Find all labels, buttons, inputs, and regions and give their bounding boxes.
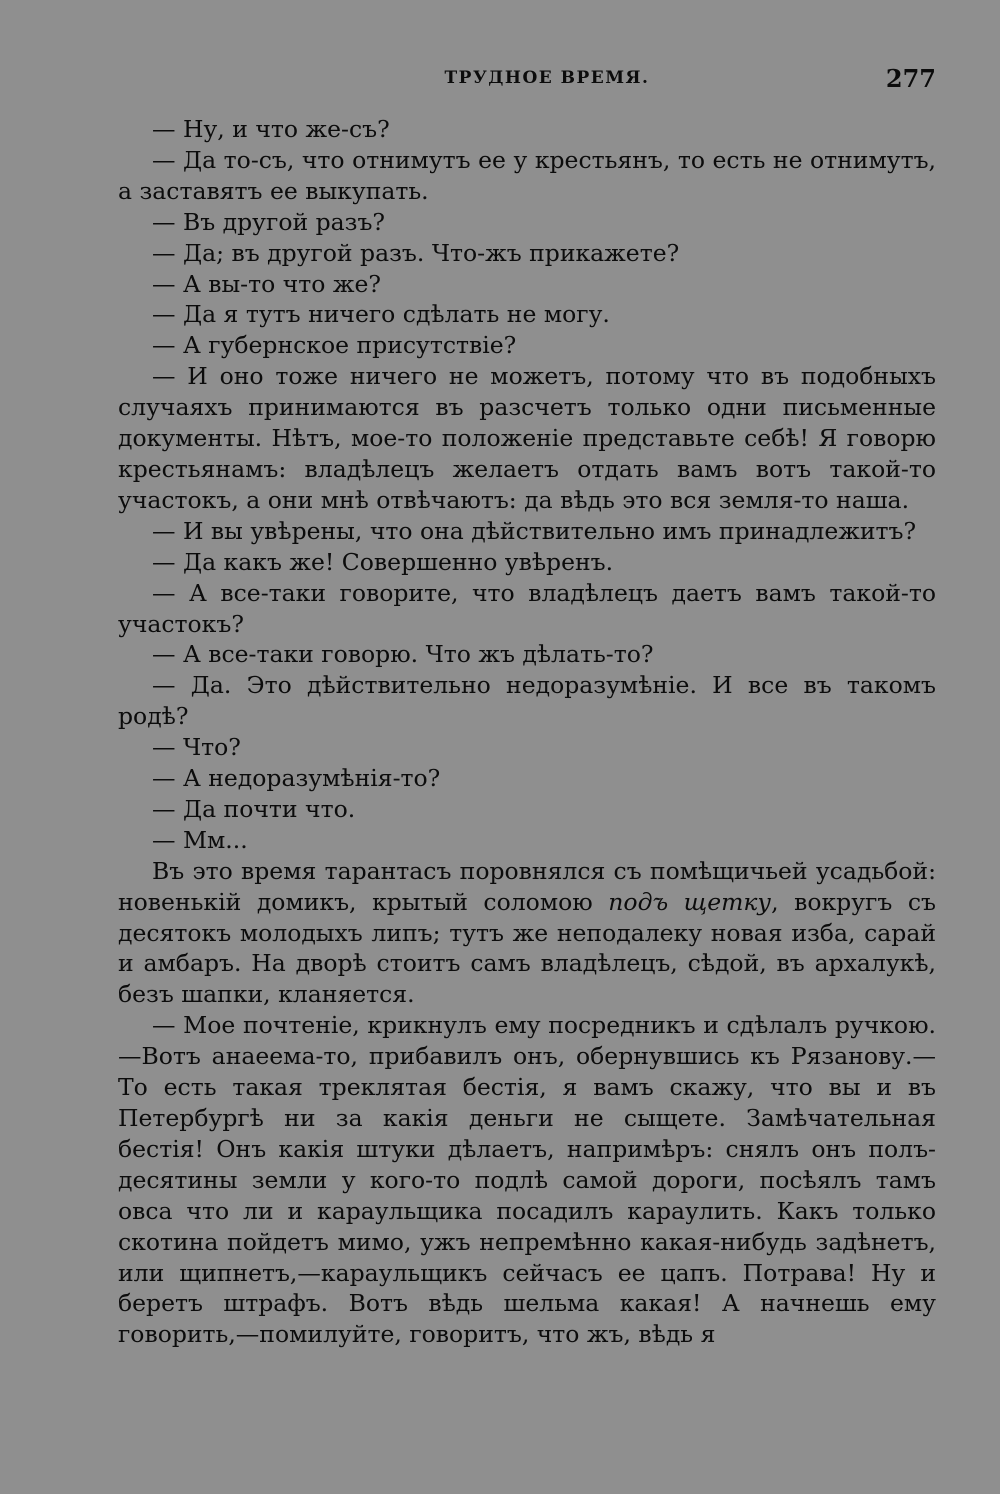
narrative-text: , вокругъ съ десятокъ молодыхъ липъ; тутъ же неподалеку новая изба, сарай и амбаръ. На дворѣ стоитъ самъ владѣлецъ, сѣдой, въ архалукѣ, безъ шапки, кланяется. xyxy=(118,887,936,1009)
dialogue-line: — А губернское присутствіе? xyxy=(152,331,517,360)
dialogue-line: — И вы увѣрены, что она дѣйствительно имъ принадлежитъ? xyxy=(152,516,917,545)
dialogue-line: — Да какъ же! Совершенно увѣренъ. xyxy=(152,547,614,576)
running-head xyxy=(118,64,936,98)
narrative-paragraph: — Мое почтеніе, крикнулъ ему посредникъ и сдѣлалъ ручкою.—Вотъ анаеема-то, прибавилъ онъ, обернувшись къ Рязанову.—То есть такая треклятая бестія, я вамъ скажу, что вы и въ Петербургѣ ни за какія деньги не сыщете. Замѣчательная бестія! Онъ какія штуки дѣлаетъ, напримѣръ: снялъ онъ полъ-десятины земли у кого-то подлѣ самой дороги, посѣялъ тамъ овса что ли и караульщика посадилъ караулить. Какъ только скотина пойдетъ мимо, ужъ непремѣнно какая-нибудь задѣнетъ, или щипнетъ,—караульщикъ сейчасъ ее цапъ. Потрава! Ну и беретъ штрафъ. Вотъ вѣдь шельма какая! А начнешь ему говорить,—помилуйте, говоритъ, что жъ, вѣдь я xyxy=(118,1011,936,1349)
page-number: 277 xyxy=(885,64,936,93)
dialogue-line: — Мм... xyxy=(152,825,248,854)
dialogue-line: — А все-таки говорю. Что жъ дѣлать-то? xyxy=(152,640,654,669)
dialogue-line: — А вы-то что же? xyxy=(152,269,382,298)
dialogue-line: — Въ другой разъ? xyxy=(152,207,386,236)
dialogue-line: — Что? xyxy=(152,733,241,762)
narrative-text: Въ это время тарантасъ поровнялся съ помѣщичьей усадьбой: новенькій домикъ, крытый соломою xyxy=(118,856,936,916)
dialogue-line: — Да почти что. xyxy=(152,794,356,823)
italic-phrase: подъ щетку xyxy=(608,887,772,916)
dialogue-line: — Да то-съ, что отнимутъ ее у крестьянъ, то есть не отнимутъ, а заставятъ ее выкупать. xyxy=(118,145,936,205)
dialogue-line: — А все-таки говорите, что владѣлецъ даетъ вамъ такой-то участокъ? xyxy=(118,578,936,638)
dialogue-line: — И оно тоже ничего не можетъ, потому что въ подобныхъ случаяхъ принимаются въ разсчетъ только одни письменные документы. Нѣтъ, мое-то положеніе представьте себѣ! Я говорю крестьянамъ: владѣлецъ желаетъ отдать вамъ вотъ такой-то участокъ, а они мнѣ отвѣчаютъ: да вѣдь это вся земля-то наша. xyxy=(118,362,936,514)
dialogue-line: — Да. Это дѣйствительно недоразумѣніе. И все въ такомъ родѣ? xyxy=(118,671,936,731)
dialogue-line: — Ну, и что же-съ? xyxy=(152,115,390,143)
dialogue-line: — А недоразумѣнія-то? xyxy=(152,764,441,793)
running-title: ТРУДНОЕ ВРЕМЯ. xyxy=(444,68,650,88)
dialogue-line: — Да; въ другой разъ. Что-жъ прикажете? xyxy=(152,238,680,267)
body-text xyxy=(118,114,936,1350)
narrative-paragraph xyxy=(118,856,936,1011)
dialogue-line: — Да я тутъ ничего сдѣлать не могу. xyxy=(152,300,610,329)
